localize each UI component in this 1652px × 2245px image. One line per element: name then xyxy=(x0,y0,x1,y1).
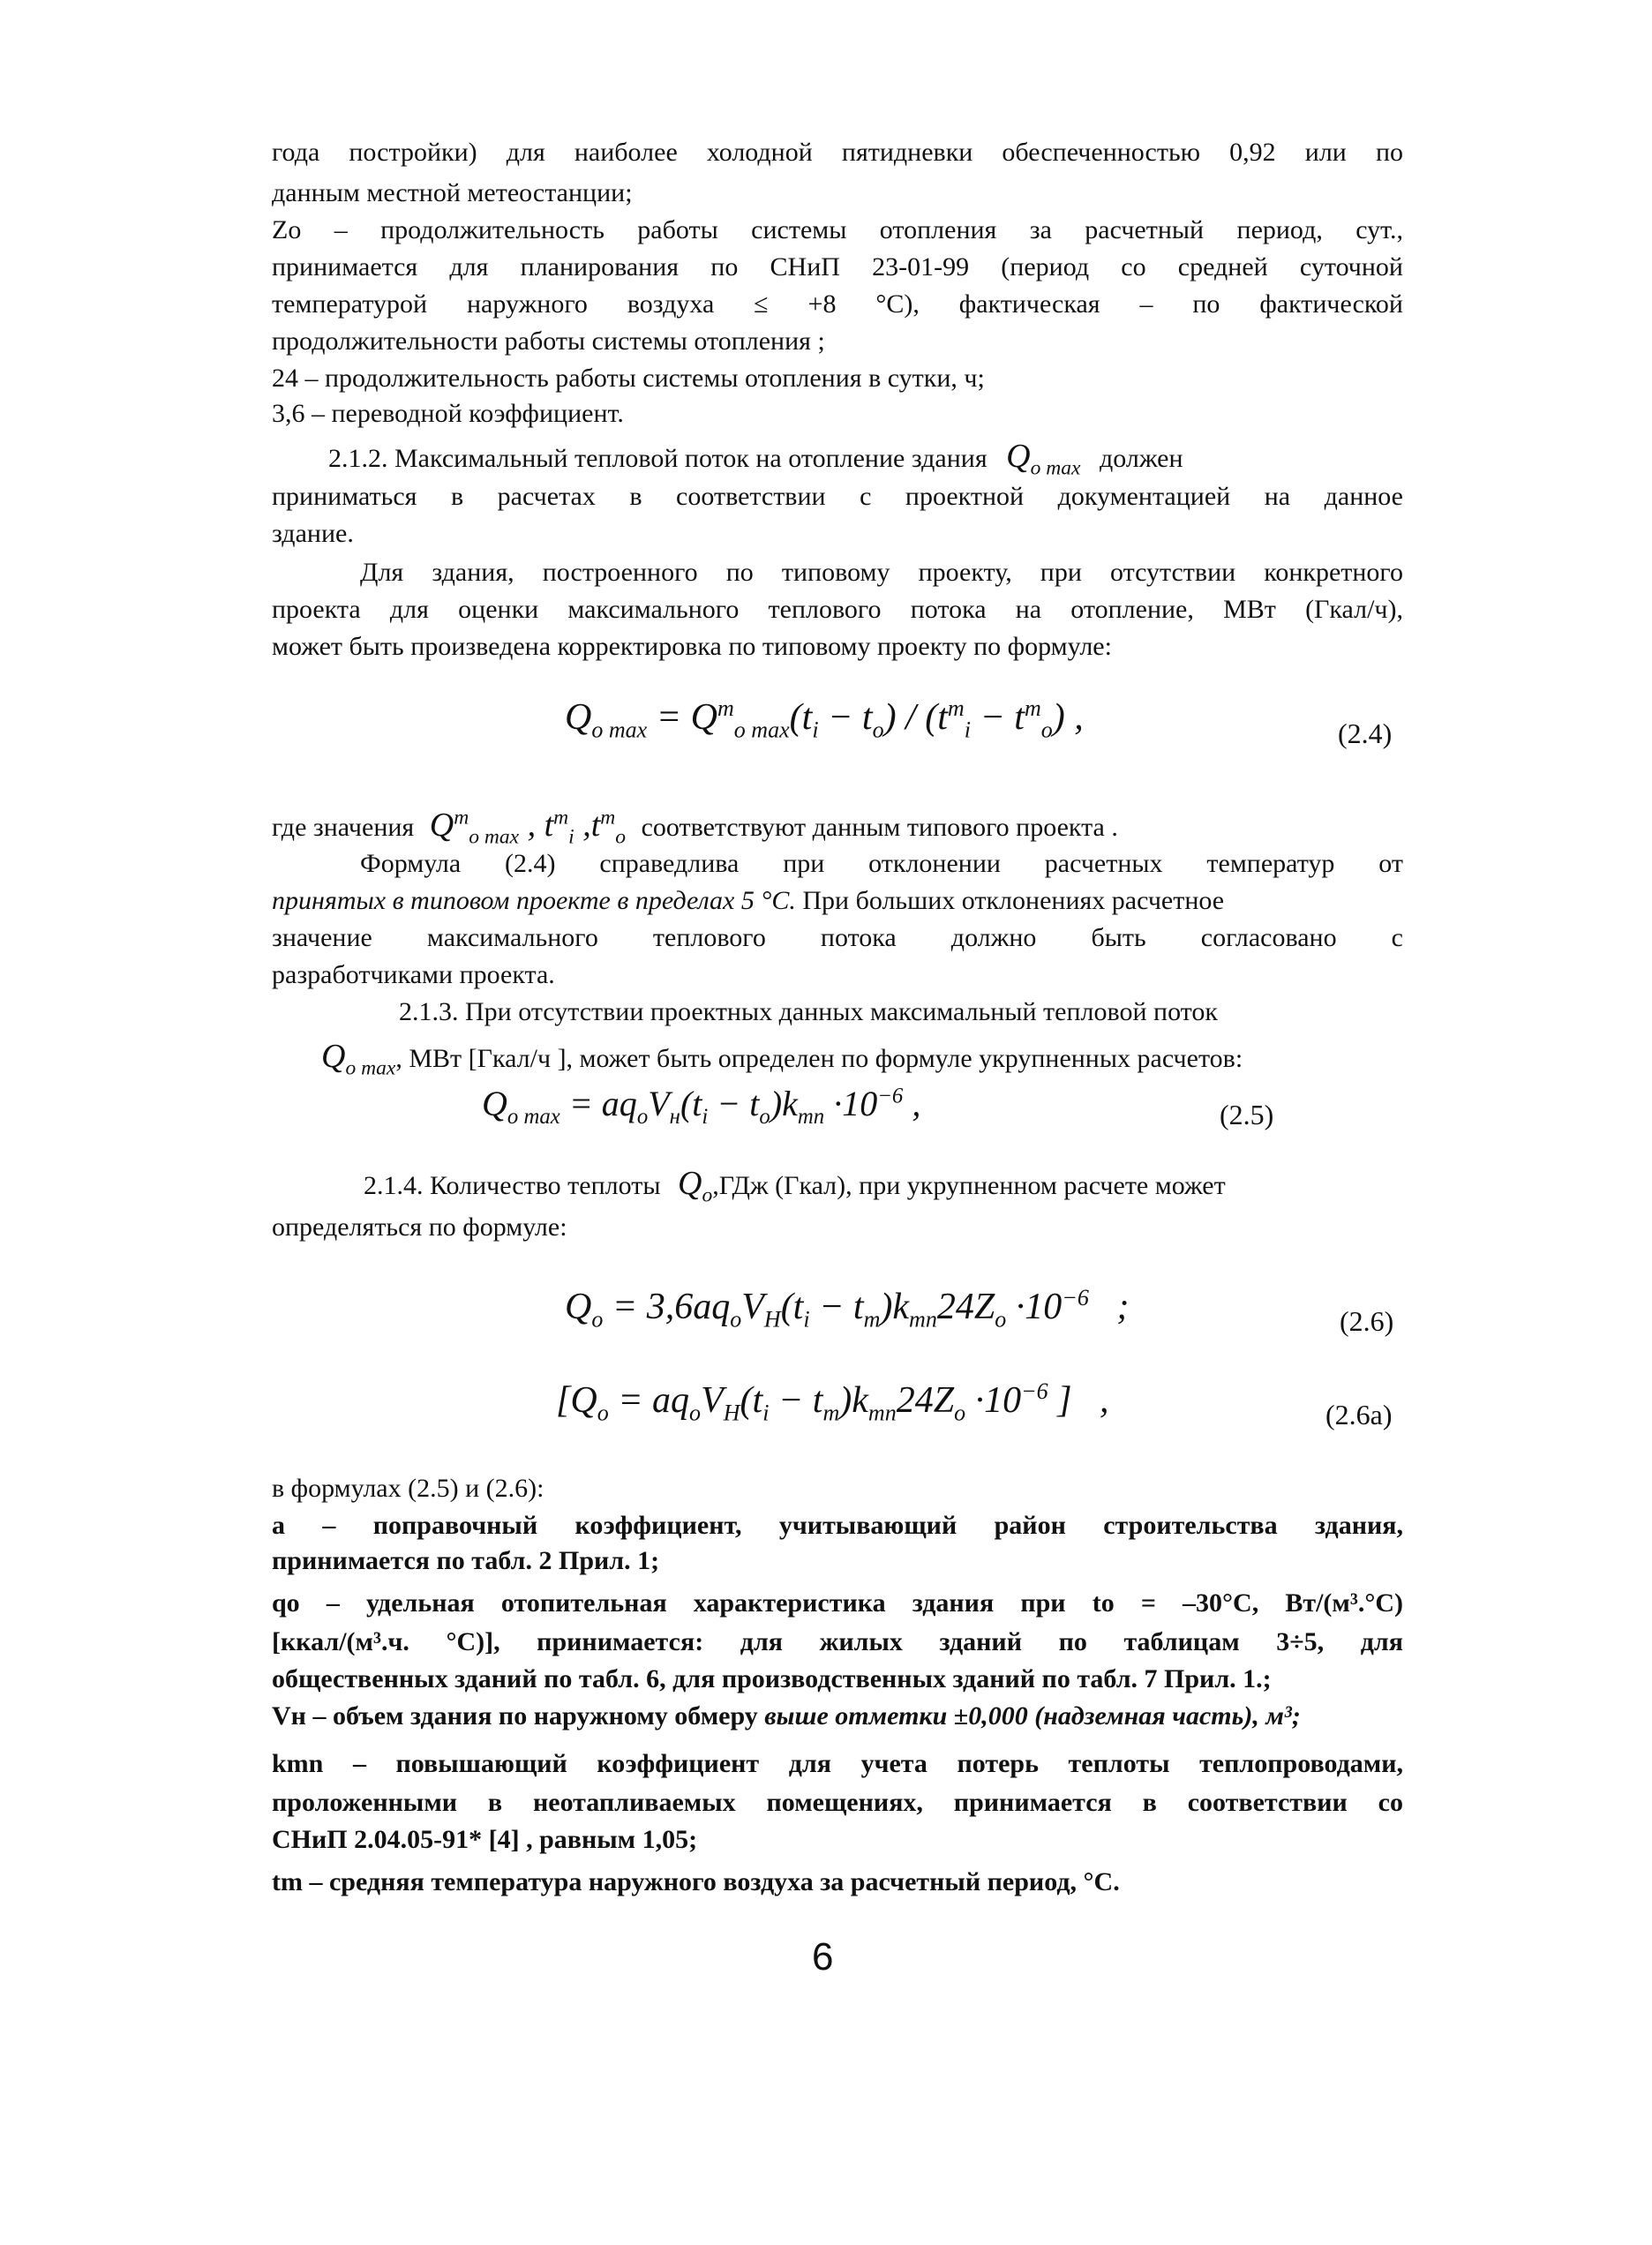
text-line: принимается для планирования по СНиП 23-01-99 (период со средней суточной xyxy=(272,252,1403,282)
text-span: ,ГДж (Гкал), при укрупненном расчете может xyxy=(712,1171,1226,1200)
text-line: общественных зданий по табл. 6, для производственных зданий по табл. 7 Прил. 1.; xyxy=(272,1664,1272,1693)
text-span: 2.1.4. Количество теплоты xyxy=(364,1171,661,1200)
equation-number: (2.6) xyxy=(1340,1305,1394,1337)
formula-2-6: $Q_o = 3,6aq_oV_H(t_i - t_m)k_{mn}24Z_o \cdot 10^{-6}$ ; xyxy=(565,1285,1130,1333)
text-line: приниматься в расчетах в соответствии с проектной документацией на данное xyxy=(272,482,1403,511)
text-line: СНиП 2.04.05-91* [4] , равным 1,05; xyxy=(272,1825,698,1854)
text-line: значение максимального теплового потока должно быть согласовано с xyxy=(272,923,1403,952)
text-line: данным местной метеостанции; xyxy=(272,178,633,207)
text-span: , МВт [Гкал/ч ], может быть определен по формуле укрупненных расчетов: xyxy=(395,1044,1243,1073)
equation-number: (2.4) xyxy=(1338,717,1393,749)
text-line: 3,6 – переводной коэффициент. xyxy=(272,399,624,428)
page-number: 6 xyxy=(812,1935,834,1978)
text-line-mixed xyxy=(272,881,1403,921)
equation-number: (2.5) xyxy=(1220,1099,1274,1130)
text-line: Zo – продолжительность работы системы отопления за расчетный период, сут., xyxy=(272,215,1403,244)
paragraph-2-1-2 xyxy=(328,436,1403,479)
text-span: где значения xyxy=(272,813,415,842)
text-line: температурой наружного воздуха ≤ +8 °С), фактическая – по фактической xyxy=(272,289,1403,319)
text-line-mixed xyxy=(272,1696,1403,1737)
text-line: tm – средняя температура наружного воздуха за расчетный период, °С. xyxy=(272,1867,1120,1896)
equation-number: (2.6а) xyxy=(1325,1399,1393,1430)
qomax-symbol: $Q_{o max}$ xyxy=(1006,438,1081,480)
paragraph-2-1-4 xyxy=(364,1163,1403,1206)
qo-symbol: $Q_o$ xyxy=(678,1165,713,1207)
text-line: Формула (2.4) справедлива при отклонении расчетных температур от xyxy=(360,849,1403,878)
text-span: Vн – объем здания по наружному обмеру xyxy=(272,1701,758,1731)
text-span: должен xyxy=(1099,444,1183,473)
text-line: a – поправочный коэффициент, учитывающий район строительства здания, xyxy=(272,1511,1403,1540)
text-line: проекта для оценки максимального теплового потока на отопление, МВт (Гкал/ч), xyxy=(272,595,1403,624)
text-line: может быть произведена корректировка по типовому проекту по формуле: xyxy=(272,632,1112,661)
formula-2-6a: [$Q_o = aq_oV_H(t_i - t_m)k_{mn}24Z_o \cdot 10^{-6}$ ] , xyxy=(556,1378,1109,1426)
text-line: 2.1.3. При отсутствии проектных данных максимальный тепловой поток xyxy=(399,997,1218,1026)
text-line: в формулах (2.5) и (2.6): xyxy=(272,1474,544,1503)
text-span: При больших отклонениях расчетное xyxy=(795,886,1225,915)
text-line: года постройки) для наиболее холодной пятидневки обеспеченностью 0,92 или по xyxy=(272,138,1403,167)
text-line: здание. xyxy=(272,519,354,548)
text-line: проложенными в неотапливаемых помещениях, принимается в соответствии со xyxy=(272,1788,1403,1817)
text-line: Для здания, построенного по типовому проекту, при отсутствии конкретного xyxy=(360,558,1403,587)
paragraph-where xyxy=(272,805,1403,848)
formula-2-4: $Q_{o max} = Q^m_{o max}(t_i - t_o) / (t^m_i - t^m_o)$ , xyxy=(565,695,1084,743)
text-line: kmn – повышающий коэффициент для учета потерь теплоты теплопроводами, xyxy=(272,1749,1403,1778)
typical-values-symbols: $Q^m_{o max}$ , $t^m_i$ $,t^m_o$ xyxy=(429,806,627,849)
formula-2-5: $Q_{o max} = aq_oV_н(t_i - t_o)k_{mn} \cdot 10^{-6}$ , xyxy=(482,1084,921,1129)
text-line: 24 – продолжительность работы системы отопления в сутки, ч; xyxy=(272,364,985,393)
text-line: продолжительности работы системы отопления ; xyxy=(272,327,825,356)
text-line: разработчиками проекта. xyxy=(272,960,555,989)
text-span: 2.1.2. Максимальный тепловой поток на отопление здания xyxy=(328,444,987,473)
text-span: выше отметки ±0,000 (надземная часть), м³; xyxy=(757,1701,1301,1731)
text-line: [ккал/(м³.ч. °С)], принимается: для жилых зданий по таблицам 3÷5, для xyxy=(272,1627,1403,1656)
text-line: qo – удельная отопительная характеристика здания при to = –30°С, Вт/(м³.°С) xyxy=(272,1588,1403,1618)
text-line: принимается по табл. 2 Прил. 1; xyxy=(272,1546,660,1575)
qomax-symbol: $Q_{o max}$ xyxy=(321,1038,396,1080)
text-line: определяться по формуле: xyxy=(272,1213,567,1242)
text-span: соответствуют данным типового проекта . xyxy=(641,813,1118,842)
paragraph-2-1-3 xyxy=(321,1036,1403,1079)
text-span: принятых в типовом проекте в пределах 5 °С. xyxy=(272,886,796,915)
